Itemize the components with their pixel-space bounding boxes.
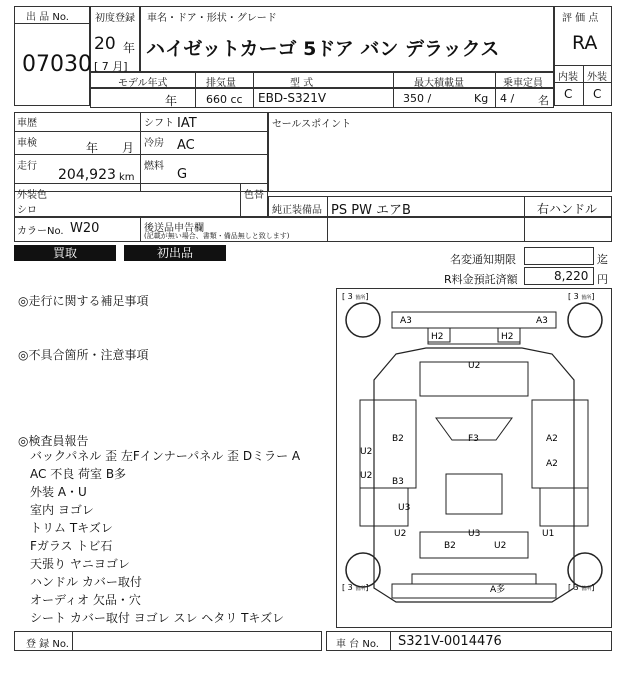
details-col-divider <box>140 112 141 192</box>
car-name: ハイゼットカーゴ 5ドア バン デラックス <box>146 38 500 60</box>
wheel-rear-left <box>346 553 380 587</box>
mark-left-side-lower: U2 <box>394 529 407 539</box>
purchase-tag: 買取 <box>14 245 116 261</box>
inspector-line: 天張り ヤニヨゴレ <box>30 557 130 571</box>
defects-title: ◎不具合箇所・注意事項 <box>18 348 149 362</box>
name-change-label: 名変通知期限 <box>450 253 516 266</box>
color-box <box>14 183 268 217</box>
shift-value: IAT <box>177 116 197 131</box>
inspector-line: 外装 A・U <box>30 485 87 499</box>
mark-headlight-right: H2 <box>501 332 514 342</box>
mark-right-rear: A2 <box>546 459 558 469</box>
corner-label-br: [ 3 箇所] <box>568 583 595 592</box>
first-reg-year: 20 <box>94 34 116 54</box>
spec-divider-1 <box>195 72 196 108</box>
declaration-label: 後送品申告欄 <box>144 223 204 234</box>
mark-roof: U2 <box>468 361 481 371</box>
history-label: 車歴 <box>17 118 37 129</box>
color-value: シロ <box>17 205 37 216</box>
inspection-year: 年 <box>86 141 99 155</box>
inspector-line: Fガラス トビ石 <box>30 539 113 553</box>
exterior-grade: C <box>593 87 602 101</box>
rear-bumper <box>392 584 556 598</box>
inspector-line: 室内 ヨゴレ <box>30 503 94 517</box>
mark-rear-bumper: A多 <box>490 585 506 595</box>
mark-left-side-upper: U3 <box>398 503 411 513</box>
exterior-label: 外装 <box>587 72 607 83</box>
diagram-frame <box>337 289 612 628</box>
recycle-label: R料金預託済額 <box>444 273 518 286</box>
chassis-label: 車 台 No. <box>336 639 379 650</box>
displacement-label: 排気量 <box>206 78 236 89</box>
eval-label: 評 価 点 <box>562 13 599 24</box>
recycle-value: 8,220 <box>554 269 589 283</box>
rear-panel <box>412 574 536 584</box>
first-listing-tag: 初出品 <box>124 245 226 261</box>
title-label: 車名・ドア・形状・グレード <box>147 13 277 24</box>
max-load: 350 / <box>403 92 432 105</box>
color-no-label: カラーNo. <box>17 226 64 237</box>
repaint-divider <box>240 183 241 217</box>
equipment-label: 純正装備品 <box>272 205 322 216</box>
model-year-unit: 年 <box>165 94 178 108</box>
mark-right-front-door: A2 <box>546 434 558 444</box>
mileage-unit: km <box>119 172 135 183</box>
car-damage-diagram <box>336 288 612 628</box>
interior-label: 内装 <box>558 72 578 83</box>
mark-rear-glass: U3 <box>468 529 481 539</box>
details-left-box <box>14 112 268 192</box>
cabin <box>446 474 502 514</box>
equipment-value: PS PW エアB <box>331 203 411 218</box>
sales-point-label: セールスポイント <box>272 119 352 130</box>
inspector-line: バックパネル 歪 左Fインナーパネル 歪 Dミラー A <box>30 449 301 463</box>
mark-back-door-left: B2 <box>444 541 456 551</box>
mark-back-door-right: U2 <box>494 541 507 551</box>
mark-front-bumper-right: A3 <box>536 316 548 326</box>
first-reg-year-unit: 年 <box>123 41 136 55</box>
mileage-label: 走行 <box>17 161 37 172</box>
registration-divider <box>72 631 73 651</box>
corner-label-bl: [ 3 箇所] <box>342 583 369 592</box>
wheel-front-left <box>346 303 380 337</box>
mark-windshield: F3 <box>468 434 479 444</box>
color-no-box <box>14 217 612 242</box>
inspection-label: 車検 <box>17 138 37 149</box>
mark-left-pillar-lower: U2 <box>360 471 373 481</box>
mark-front-bumper-left: A3 <box>400 316 412 326</box>
spec-divider-4 <box>495 72 496 108</box>
max-load-label: 最大積載量 <box>414 78 464 89</box>
interior-grade: C <box>564 87 573 101</box>
inspector-line: ハンドル カバー取付 <box>30 575 142 589</box>
fuel-value: G <box>177 167 188 182</box>
color-label: 外装色 <box>17 190 47 201</box>
declaration-note: (記載が無い場合、書類・備品無しと致します) <box>144 232 290 240</box>
inspection-month: 月 <box>122 141 135 155</box>
ac-value: AC <box>177 138 195 153</box>
displacement: 660 cc <box>206 93 243 106</box>
right-rear-door <box>540 488 588 526</box>
eval-score: RA <box>572 32 598 54</box>
max-load-unit: Kg <box>474 92 489 105</box>
first-reg-label: 初度登録 <box>95 13 135 24</box>
driving-remarks-title: ◎走行に関する補足事項 <box>18 294 149 308</box>
repaint-label: 色替 <box>244 190 264 201</box>
wheel-rear-right <box>568 553 602 587</box>
ac-label: 冷房 <box>144 138 164 149</box>
mark-left-front-door: B2 <box>392 434 404 444</box>
model-code: EBD-S321V <box>258 91 327 105</box>
registration-label: 登 録 No. <box>26 639 69 650</box>
capacity: 4 / <box>500 92 515 105</box>
corner-label-tr: [ 3 箇所] <box>568 292 595 301</box>
chassis-number: S321V-0014476 <box>398 634 502 649</box>
first-reg-month: [ 7 月] <box>94 60 128 73</box>
lot-label: 出 品 No. <box>26 12 69 23</box>
chassis-divider <box>390 631 391 651</box>
recycle-unit: 円 <box>597 273 608 286</box>
name-change-field <box>524 247 594 265</box>
mark-right-side: U1 <box>542 529 555 539</box>
inspector-title: ◎検査員報告 <box>18 434 89 448</box>
details-row-divider-2 <box>14 154 268 155</box>
right-front-door <box>532 400 588 488</box>
spec-divider-3 <box>393 72 394 108</box>
spec-divider-2 <box>253 72 254 108</box>
inspector-line: トリム Tキズレ <box>30 521 113 535</box>
color-no-value: W20 <box>70 221 100 236</box>
details-row-divider-1 <box>14 131 268 132</box>
mark-left-rear-door: B3 <box>392 477 404 487</box>
inspector-line: シート カバー取付 ヨゴレ スレ ヘタリ Tキズレ <box>30 611 285 625</box>
steering-value: 右ハンドル <box>537 202 598 216</box>
grade-divider <box>583 65 584 106</box>
wheel-front-right <box>568 303 602 337</box>
name-change-unit: 迄 <box>597 253 608 266</box>
capacity-unit: 名 <box>538 94 549 107</box>
shift-label: シフト <box>144 118 174 129</box>
fuel-label: 燃料 <box>144 161 164 172</box>
inspector-line: AC 不良 荷室 B多 <box>30 467 127 481</box>
front-bumper <box>392 312 556 328</box>
mileage-value: 204,923 <box>58 167 116 183</box>
mark-headlight-left: H2 <box>431 332 444 342</box>
lot-number: 07030 <box>22 52 92 77</box>
body-outline <box>374 348 574 602</box>
capacity-label: 乗車定員 <box>503 78 543 89</box>
mark-left-pillar-upper: U2 <box>360 447 373 457</box>
model-label: 型 式 <box>290 78 314 89</box>
inspector-line: オーディオ 欠品・穴 <box>30 593 141 607</box>
color-no-divider <box>140 217 141 242</box>
model-year-label: モデル年式 <box>118 78 168 89</box>
corner-label-tl: [ 3 箇所] <box>342 292 369 301</box>
